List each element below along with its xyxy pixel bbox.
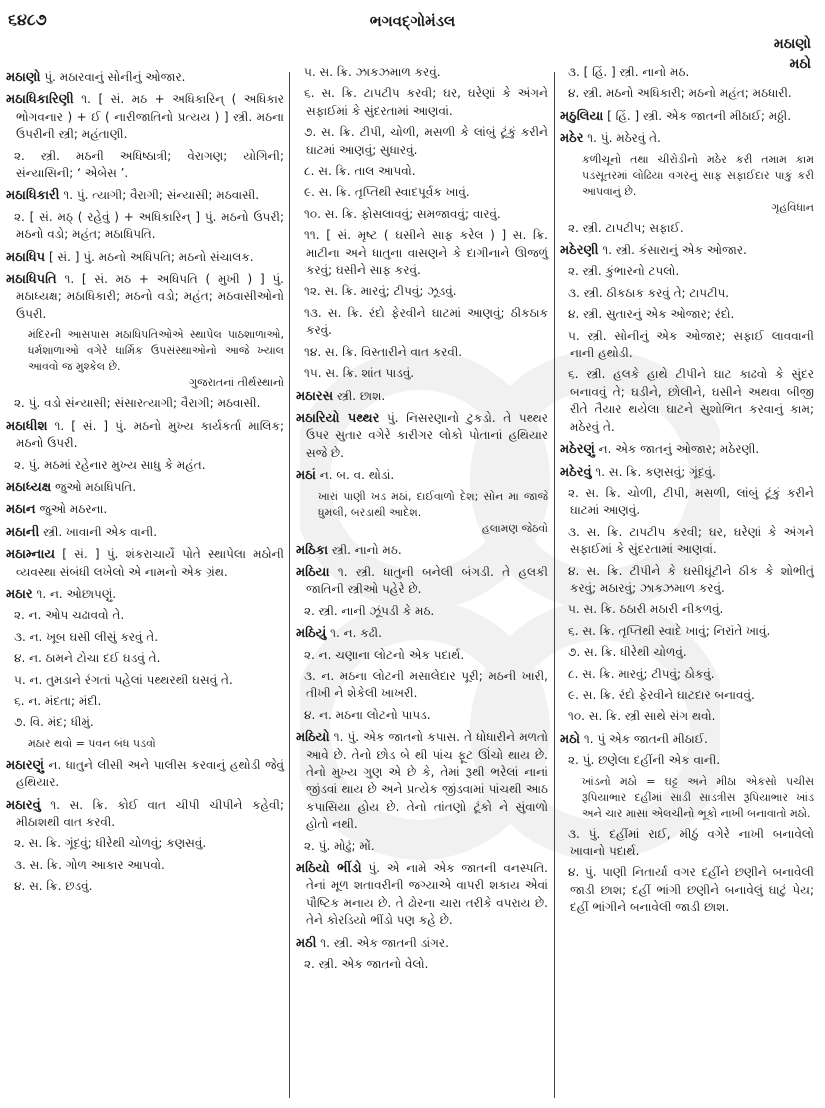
definition-text: ૩. સ. ક્રિ. ગોળ આકાર આપવો.	[14, 857, 165, 872]
definition-text: ૨. સ્ત્રી. મઠની અધિષ્ઠાત્રી; વેરાગણ; યોગિની; સંન્યાસિની; ‘ એબેસ ’.	[14, 148, 284, 181]
definition-text: ૨. પું. મઠમાં રહેનાર મુખ્ય સાધુ કે મહંત.	[14, 457, 206, 472]
headword: મઠિકા	[296, 542, 329, 558]
dictionary-entry	[6, 271, 284, 323]
entry-sense	[560, 524, 814, 559]
definition-text: મઠાર થવો = પવન બંધ પડવો	[28, 736, 156, 750]
entry-sense	[6, 693, 284, 710]
definition-text: ૩. [ હિં. ] સ્ત્રી. નાનો મઠ.	[568, 65, 690, 79]
definition-text: ન. એક જાતનું ઓજાર; મઠેરણી.	[598, 442, 760, 457]
headword: મઠારિયો પથ્થર	[296, 410, 380, 426]
guide-word-last: મઠો	[789, 56, 811, 72]
entry-sense	[560, 64, 814, 81]
entry-sense	[560, 708, 814, 725]
definition-text: ૬. ન. મંદતા; મંદી.	[14, 693, 102, 708]
definition-text: ૧૫. સ. ક્રિ. શાંત પાડવું.	[304, 366, 415, 381]
headword: મઠાણો	[6, 70, 41, 85]
definition-text: ૯. સ. ક્રિ. રંદો ફેરવીને ઘાટદાર બનાવવું.	[568, 687, 755, 702]
entry-sense	[6, 457, 284, 474]
definition-text: મંદિરની આસપાસ મઠાધિપતિઓએ સ્થાપેલ પાઠશાળાઓ, ધર્મશાળાઓ વગેરે ધાર્મિક ઉપસંસ્થાઓનો આજે ખ્યાલ આવવો જ મુશ્કેલ છે.	[28, 328, 284, 374]
entry-sense	[560, 687, 814, 704]
entry-sense	[6, 395, 284, 412]
definition-text: ૧૦. સ. ક્રિ. ફોસલાવવું; સમજાવવું; વારવું.	[304, 206, 501, 221]
dictionary-entry	[560, 464, 814, 481]
dictionary-entry	[296, 625, 548, 642]
definition-text: સ્ત્રી. નાનો મઠ.	[331, 542, 402, 557]
dictionary-entry	[6, 479, 284, 496]
definition-text: ૨. પું. છણેલા દહીંની એક વાની.	[568, 753, 721, 768]
entry-sense	[296, 668, 548, 703]
page-number: ૬૪૮૭	[8, 10, 47, 29]
entry-sense	[560, 306, 814, 323]
dictionary-entry	[560, 130, 814, 147]
entry-sense	[296, 956, 548, 973]
definition-text: ૧. પું એક જાતની મીઠાઈ.	[583, 731, 708, 746]
definition-text: ૧. સ્ત્રી. ધાતુની બનેલી બંગડી. તે હલકી જાતિની સ્ત્રીઓ પહેરે છે.	[306, 564, 548, 597]
headword: મઠાધિપ	[6, 249, 46, 265]
dictionary-entry	[6, 546, 284, 581]
entry-sense	[560, 285, 814, 302]
dictionary-entry	[6, 249, 284, 266]
headword: મઠાધિકારિણી	[6, 92, 74, 108]
entry-sense	[560, 328, 814, 363]
definition-text: ૧. ન. કઢી.	[330, 626, 382, 641]
entry-sense	[296, 283, 548, 300]
definition-text: [ સં. ] પું. મઠનો અધિપતિ; મઠનો સંચાલક.	[48, 249, 254, 264]
definition-text: ૨. સ્ત્રી. નાની ઝૂંપડી કે મઠ.	[304, 603, 435, 618]
headword: મઠિયો ભીંડો	[296, 861, 362, 877]
definition-text: કળીચૂનો તથા ચીરોડીનો મઠેર કરી તમામ કામ પડસૂતરમાં લોઢિયા વગરનું સાફ સફાઈદાર પાકું કરી આપવાનું છે.	[582, 152, 814, 198]
dictionary-entry	[296, 410, 548, 462]
definition-text: પું. નિસરણાનો ટુકડો. તે પથ્થર ઉપર સુતાર વગેરે કારીગર લોકો પોતાનાં હથિયાર સજે છે.	[306, 410, 548, 460]
entry-sense	[296, 206, 548, 223]
definition-text: [ હિં. ] સ્ત્રી. એક જાતની મીઠાઈ; મઠ્ઠી.	[607, 108, 792, 123]
headword: મઠિયું	[296, 626, 327, 642]
dictionary-entry	[296, 467, 548, 484]
entry-sense	[560, 563, 814, 598]
definition-text: ૨. સ્ત્રી. કુંભારનો ટપલો.	[568, 264, 680, 279]
dictionary-entry	[296, 388, 548, 405]
definition-text: ૫. ન. તુમડાને રંગતાં પહેલાં પથ્થરથી ઘસવું તે.	[14, 672, 233, 687]
definition-text: પું. મઠારવાનું સોનીનું ઓજાર.	[44, 70, 186, 84]
entry-sense	[296, 163, 548, 180]
headword: મઠો	[560, 731, 580, 747]
entry-sense	[296, 305, 548, 340]
definition-text: ૨. ન. ઓપ ચઢાવવો તે.	[14, 608, 125, 623]
entry-sense	[560, 623, 814, 640]
headword: મઠાન	[6, 502, 36, 518]
dictionary-entry	[6, 757, 284, 792]
definition-text: ૩. ન. મઠના લોટની મસાલેદાર પૂરી; મઠની ખારી, તીખી ને શેકેલી ખાખરી.	[304, 668, 548, 701]
definition-text: સ્ત્રી. ખાવાની એક વાની.	[43, 524, 158, 539]
entry-sense	[560, 752, 814, 769]
headword: મઠુલિયા	[560, 108, 604, 124]
headword: મઠેરણું	[560, 442, 595, 458]
entry-sense	[6, 878, 284, 895]
column-right	[560, 64, 814, 921]
definition-text: ૧. [ સં. ] પું. મઠનો મુખ્ય કાર્યકર્તા માલિક; મઠનો ઉપરી.	[16, 418, 284, 451]
citation-quote	[560, 152, 814, 216]
dictionary-entry	[296, 542, 548, 559]
definition-text: ૬. સ્ત્રી. હલકે હાથે ટીપીને ઘાટ કાઢવો કે સુંદર બનાવવું તે; ઘડીને, છોલીને, ઘસીને અથવા બીજી રીતે તૈયાર થયેલા ઘાટને સુશોભિત કરવાનું કામ; મઠેરવું તે.	[568, 367, 814, 434]
definition-text: ૪. સ્ત્રી. મઠનો અધિકારી; મઠનો મહંત; મઠધારી.	[568, 86, 792, 101]
entry-sense	[560, 366, 814, 436]
headword: મઠાધિકારી	[6, 188, 60, 204]
definition-text: ખારાં પાણી ખડ મઠાં, દાઈવાળો દેશ; સોન મા જાજે ધુમલી, બરડાથી આદેશ.	[318, 489, 548, 519]
headword: મઠિયા	[296, 564, 330, 580]
dictionary-entry	[296, 935, 548, 952]
headword: મઠારવું	[6, 797, 41, 813]
definition-text: ખાંડનો મઠો = ઘટ્ટ અને મીઠા એકસો પચીસ રૂપિયાભાર દહીંમાં સાડી સાડત્રીસ રૂપિયાભાર ખાંડ અને ચાર માસા એલચીનો ભૂકો નાખી બનાવાતો મઠો.	[582, 774, 814, 820]
headword: મઠાધિપતિ	[6, 272, 57, 288]
headword: મઠારસ	[296, 388, 334, 404]
definition-text: ૩. સ. ક્રિ. ટાપટીપ કરવી; ઘર, ઘરેણાં કે અંગને સફાઈમાં કે સુંદરતામાં આણવાં.	[568, 524, 814, 557]
definition-text: ૨. સ. ક્રિ. ગૂંદવું; ધીરેથી ચોળવું; કણસવું.	[14, 836, 207, 851]
entry-sense	[560, 263, 814, 280]
entry-sense	[6, 835, 284, 852]
headword: મઠાધ્યક્ષ	[6, 479, 52, 495]
definition-text: ૪. સ. ક્રિ. ટીપીને કે ઘસીઘૂંટીને ઠીક કે શોભીતું કરવું; મઠારવું; ઝાકઝમાળ કરવું.	[568, 563, 814, 595]
entry-sense	[560, 826, 814, 861]
definition-text: ૩. ન. ખૂબ ઘસી લીસું કરવું તે.	[14, 629, 159, 644]
entry-sense	[296, 365, 548, 382]
dictionary-entry	[6, 69, 284, 86]
definition-text: ૨. પું. મોઢું; મોં.	[304, 838, 375, 853]
headword: મઠેરણી	[560, 243, 599, 259]
definition-text: ૨. [ સં. મઠ્ ( રહેવું ) + અધિકારિન્ ] પું. મઠનો ઉપરી; મઠનો વડો; મહંત; મઠાધિપતિ.	[14, 209, 284, 242]
entry-sense	[296, 344, 548, 361]
headword: મઠારણું	[6, 757, 44, 773]
headword: મઠાં	[296, 468, 316, 484]
dictionary-entry	[560, 242, 814, 259]
entry-sense	[296, 603, 548, 620]
dictionary-entry	[6, 524, 284, 541]
dictionary-entry	[296, 564, 548, 599]
definition-text: ૫. સ. ક્રિ. ઝાકઝમાળ કરવું.	[304, 65, 441, 79]
definition-text: ૧. [ સં. મઠ + અધિકારિન્ ( અધિકાર ભોગવનાર ) + ઈ ( નારીજાતિનો પ્રત્યય ) ] સ્ત્રી. મઠના ઉપરીની સ્ત્રી; મહંતાણી.	[16, 92, 284, 142]
entry-sense	[6, 607, 284, 624]
citation-quote	[6, 736, 284, 752]
entry-sense	[296, 64, 548, 81]
definition-text: ૨. સ્ત્રી. ટાપટીપ; સફાઈ.	[568, 220, 684, 235]
dictionary-entry	[6, 187, 284, 204]
definition-text: ૨. પું. વડો સંન્યાસી; સંસારત્યાગી; વૈરાગી; મઠવાસી.	[14, 396, 261, 411]
entry-sense	[6, 209, 284, 244]
definition-text: ૪. પું. પાણી નિતાર્યા વગર દહીંને છણીને બનાવેલી જાડી છાશ; દહીં ભાંગી છણીને બનાવેલું ઘાટું પેય; દહીં ભાંગીને બનાવેલી જાડી છાશ.	[568, 865, 814, 915]
column-divider	[554, 72, 555, 1098]
definition-text: ૧૦. સ. ક્રિ. સ્ત્રી સાથે સંગ થવો.	[568, 709, 716, 724]
guide-word-first: મઠાણો	[773, 36, 811, 52]
entry-sense	[296, 647, 548, 664]
definition-text: ૮. સ. ક્રિ. તાલ આપવો.	[304, 164, 416, 179]
entry-sense	[6, 629, 284, 646]
entry-sense	[296, 707, 548, 724]
definition-text: ૫. સ્ત્રી. સોનીનું એક ઓજાર; સફાઈ લાવવાની નાની હથોડી.	[568, 328, 814, 361]
definition-text: ન. બ. વ. થોડાં.	[319, 468, 395, 483]
entry-sense	[560, 601, 814, 618]
definition-text: [ સં. ] પું. શંકરાચાર્યે પોતે સ્થાપેલા મઠોની વ્યવસ્થા સંબંધી લખેલો એ નામનો એક ગ્રંથ.	[16, 547, 284, 579]
definition-text: ૩. સ્ત્રી. ઠીકઠાક કરવું તે; ટાપટીપ.	[568, 285, 730, 300]
definition-text: ૧૩. સ. ક્રિ. રંદો ફેરવીને ઘાટમાં આણવું; ઠીકઠાક કરવું.	[304, 305, 548, 338]
entry-sense	[560, 85, 814, 102]
dictionary-entry	[6, 586, 284, 603]
entry-sense	[296, 85, 548, 120]
definition-text: ૧૧. [ સં. મૃષ્ટ ( ઘસીને સાફ કરેલ ) ] સ. ક્રિ. માટીના અને ધાતુના વાસણને કે દાગીનાને ઊજળું કરવું; ઘસીને સાફ કરવું.	[304, 228, 548, 278]
definition-text: ૧૪. સ. ક્રિ. વિસ્તારીને વાત કરવી.	[304, 344, 463, 359]
entry-sense	[296, 184, 548, 201]
entry-sense	[296, 227, 548, 279]
definition-text: ૨. ન. ચણાના લોટનો એક પદાર્થ.	[304, 647, 465, 662]
headword: મઠામ્નાય	[6, 547, 56, 563]
dictionary-entry	[296, 729, 548, 833]
dictionary-entry	[560, 441, 814, 458]
entry-sense	[560, 485, 814, 520]
citation-source: ગુજરાતનાં તીર્થસ્થાનો	[189, 376, 284, 390]
dictionary-entry	[6, 501, 284, 518]
definition-text: ૫. સ. ક્રિ. ઠઠારી મઠારી નીકળવું.	[568, 602, 724, 617]
dictionary-entry	[6, 418, 284, 453]
entry-sense	[560, 666, 814, 683]
definition-text: ૧. પું. ત્યાગી; વૈરાગી; સંન્યાસી; મઠવાસી.	[63, 188, 260, 203]
entry-sense	[560, 864, 814, 916]
entry-sense	[6, 650, 284, 667]
citation-quote	[296, 489, 548, 537]
headword: મઠાધીશ	[6, 418, 48, 434]
definition-text: ૧. પું. મઠેરવું તે.	[587, 131, 661, 146]
column-left	[6, 64, 284, 900]
definition-text: સ્ત્રી. છાશ.	[337, 388, 386, 403]
definition-text: ૪. સ. ક્રિ. છડવું.	[14, 879, 93, 894]
headword: મઠી	[296, 935, 317, 951]
entry-sense	[560, 220, 814, 237]
definition-text: જુઓ મઠાધિપતિ.	[55, 479, 137, 494]
headword: મઠેરવું	[560, 464, 592, 480]
definition-text: ન. ધાતુને લીસી અને પાલીસ કરવાનું હથોડી જેવું હથિયાર.	[16, 757, 284, 790]
entry-sense	[6, 714, 284, 731]
citation-source: ગૃહવિધાન	[771, 200, 814, 214]
entry-sense	[6, 857, 284, 874]
definition-text: ૪. ન. મઠના લોટનો પાપડ.	[304, 707, 431, 722]
definition-text: ૧. સ્ત્રી. એક જાતની ડાંગર.	[320, 935, 449, 950]
dictionary-entry	[6, 91, 284, 143]
dictionary-entry	[6, 797, 284, 832]
definition-text: ૧૨. સ. ક્રિ. મારવું; ટીપવું; ઝૂડવું.	[304, 284, 457, 299]
definition-text: જુઓ મઠરના.	[39, 502, 108, 517]
headword: મઠિયો	[296, 730, 330, 746]
definition-text: ૭. સ. ક્રિ. ટીપી, ચોળી, મસળી કે લાંબું ટૂંકું કરીને ઘાટમાં આણવું; સુધારવું.	[304, 125, 548, 157]
entry-sense	[296, 838, 548, 855]
dictionary-entry	[560, 731, 814, 748]
citation-quote	[6, 327, 284, 391]
definition-text: ૧. સ. ક્રિ. કણસવું; ગૂંદવું.	[595, 464, 716, 479]
definition-text: ૧. સ્ત્રી. કંસારાનું એક ઓજાર.	[602, 243, 747, 258]
definition-text: ૪. ન. ઠામને ટોચા દઈ ઘડવું તે.	[14, 651, 161, 666]
headword: મઠાર	[6, 586, 33, 602]
definition-text: ૪. સ્ત્રી. સુતારનું એક ઓજાર; રંદો.	[568, 307, 735, 322]
definition-text: ૭. વિ. મંદ; ધીમું.	[14, 715, 94, 730]
dictionary-entry	[560, 108, 814, 125]
definition-text: ૮. સ. ક્રિ. મારવું; ટીપવું; ઠોકવું.	[568, 666, 715, 681]
definition-text: ૨. સ. ક્રિ. ચોળી, ટીપી, મસળી, લાંબું ટૂંકું કરીને ઘાટમાં આણવું.	[568, 485, 814, 518]
entry-sense	[6, 148, 284, 183]
definition-text: ૨. સ્ત્રી. એક જાતનો વેલો.	[304, 957, 429, 972]
definition-text: ૧. [ સં. મઠ + અધિપતિ ( મુખી ) ] પું. મઠાધ્યક્ષ; મઠાધિકારી; મઠનો વડો; મહંત; મઠવાસીઓનો ઉપરી.	[16, 272, 284, 321]
definition-text: ૧. ન. ઓછાપણું.	[36, 586, 117, 601]
definition-text: ૬. સ. ક્રિ. ટાપટીપ કરવી; ઘર, ઘરેણાં કે અંગને સફાઈમાં કે સુંદરતામાં આણવાં.	[304, 86, 548, 118]
definition-text: ૩. પું. દહીંમાં રાઈ, મીઠું વગેરે નાખી બનાવેલો ખાવાનો પદાર્થ.	[568, 826, 814, 858]
citation-quote	[560, 774, 814, 822]
definition-text: ૯. સ. ક્રિ. તૃપ્તિથી સ્વાદપૂર્વક ખાવું.	[304, 185, 470, 200]
definition-text: ૧. પું. એક જાતનો કપાસ. તે ધોધારીને મળતો આવે છે. તેનો છોડ બે થી પાંચ ફૂટ ઊંચો થાય છે. તેનો મુખ્ય ગુણ એ છે કે, તેમાં રૂથી ભરેલાં નાનાં જીંડવાં થાય છે અને પ્રત્યેક જીંડવામાં પાંચથી આઠ કપાસિયા હોય છે. તેનો તાંતણો ટૂંકો ને સુંવાળો હોતો નથી.	[306, 730, 548, 832]
headword: મઠાની	[6, 524, 40, 540]
entry-sense	[296, 124, 548, 159]
definition-text: પું. એ નામે એક જાતની વનસ્પતિ. તેનાં મૂળ શતાવરીની જગ્યાએ વાપરી શકાય એવાં પૌષ્ટિક મનાય છે. તે ઢોરના ચારા તરીકે વપરાય છે. તેને કોરડિયો ભીંડો પણ કહે છે.	[306, 861, 548, 928]
citation-source: હલામણ જેઠવો	[481, 521, 548, 535]
entry-sense	[6, 672, 284, 689]
entry-sense	[560, 644, 814, 661]
page-title: ભગવદ્ગોમંડલ	[369, 12, 456, 30]
definition-text: ૭. સ. ક્રિ. ધીરેથી ચોળવું.	[568, 645, 687, 660]
definition-text: ૬. સ. ક્રિ. તૃપ્તિથી સ્વાદે ખાવું; નિરાંતે ખાવું.	[568, 623, 771, 638]
headword: મઠેર	[560, 131, 584, 147]
dictionary-entry	[296, 860, 548, 930]
column-divider	[289, 72, 290, 1098]
column-middle	[296, 64, 548, 977]
definition-text: ૧. સ. ક્રિ. કોઈ વાત ચીપી ચીપીને કહેવી; મીઠાશથી વાત કરવી.	[16, 797, 284, 829]
